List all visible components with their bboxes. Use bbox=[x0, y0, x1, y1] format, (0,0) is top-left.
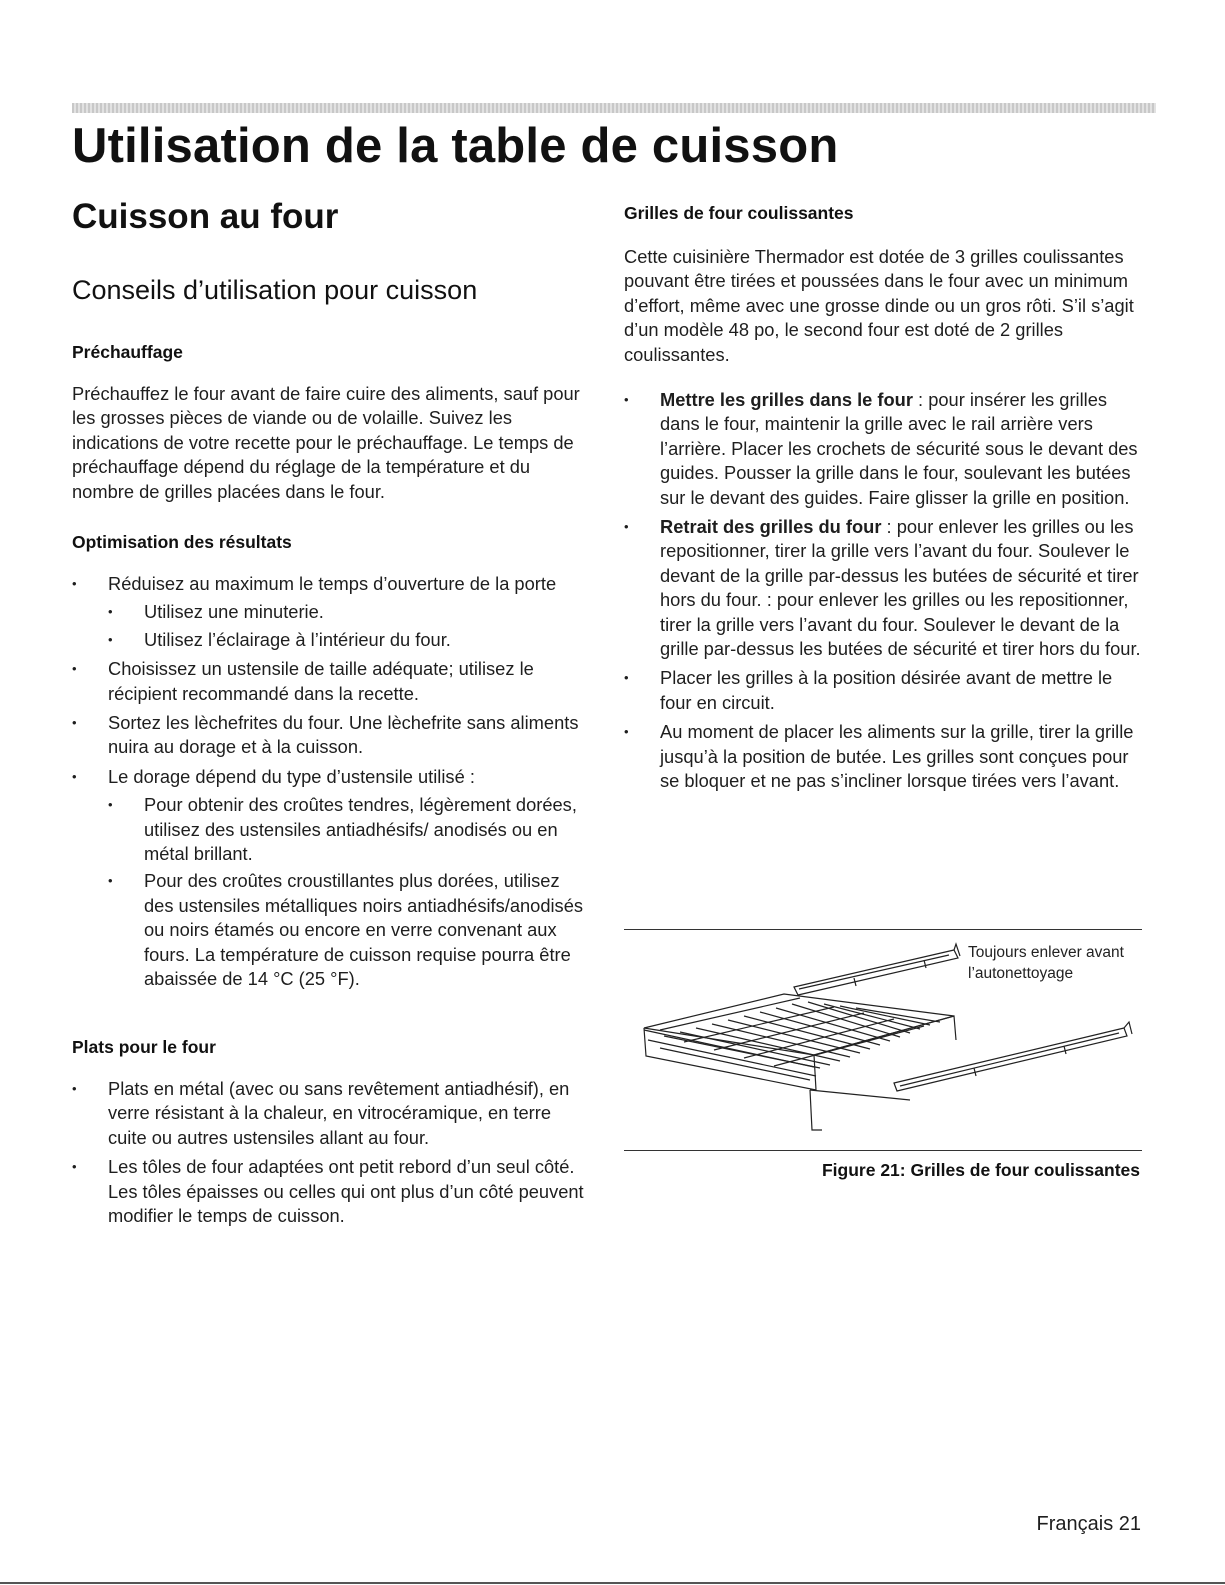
optimization-list bbox=[72, 572, 592, 997]
dishes-heading: Plats pour le four bbox=[72, 1037, 216, 1057]
list-item: • Les tôles de four adaptées ont petit rebord d’un seul côté. Les tôles épaisses ou celles qui ont plus d’un côté peuvent modifier le temps de cuisson. bbox=[72, 1155, 592, 1228]
racks-heading: Grilles de four coulissantes bbox=[624, 203, 854, 223]
optimization-heading: Optimisation des résultats bbox=[72, 532, 292, 552]
sub-list bbox=[108, 600, 592, 652]
list-item: • Utilisez une minuterie. bbox=[108, 600, 592, 624]
racks-list bbox=[624, 388, 1144, 799]
list-item: • Utilisez l’éclairage à l’intérieur du four. bbox=[108, 628, 592, 652]
sub-list bbox=[108, 793, 592, 991]
page-footer: Français 21 bbox=[1036, 1513, 1141, 1535]
bottom-rule bbox=[0, 1582, 1225, 1584]
list-item: • Réduisez au maximum le temps d’ouverture de la porte • Utilisez une minuterie. • Utilisez l’éclairage à l’intérieur du four. bbox=[72, 572, 592, 652]
list-item: • Placer les grilles à la position désirée avant de mettre le four en circuit. bbox=[624, 666, 1144, 715]
list-item: • Au moment de placer les aliments sur la grille, tirer la grille jusqu’à la position de butée. Les grilles sont conçues pour se bloquer et ne pas s’incliner lorsque tirées vers l’avant. bbox=[624, 720, 1144, 793]
list-item: • Le dorage dépend du type d’ustensile utilisé : • Pour obtenir des croûtes tendres, légèrement dorées, utilisez des ustensiles antiadhésifs/ anodisés ou en métal brillant. • Pour des croûtes croustillantes plus dorées, utilisez des ustensiles métalliques noirs antiadhésifs/anodisés ou noirs étamés ou encore en verre convenant aux fours. La température de cuisson requise pourra être abaissée de 14 °C (25 °F). bbox=[72, 765, 592, 992]
page-title: Utilisation de la table de cuisson bbox=[72, 119, 839, 173]
figure-bottom-rule bbox=[624, 1150, 1142, 1151]
title-rule bbox=[72, 103, 1156, 113]
figure-caption: Figure 21: Grilles de four coulissantes bbox=[821, 1160, 1140, 1180]
dishes-list bbox=[72, 1077, 592, 1233]
list-item: • Sortez les lèchefrites du four. Une lèchefrite sans aliments nuira au dorage et à la cuisson. bbox=[72, 711, 592, 760]
subsection-title: Conseils d’utilisation pour cuisson bbox=[72, 275, 478, 305]
list-item: • Choisissez un ustensile de taille adéquate; utilisez le récipient recommandé dans la recette. bbox=[72, 657, 592, 706]
list-item: • Retrait des grilles du four : pour enlever les grilles ou les repositionner, tirer la grille vers l’avant du four. Soulever le devant de la grille par-dessus les butées de sécurité et tirer hors du four. : pour enlever les grilles ou les repositionner, tirer la grille vers l’avant du four. Soulever le devant de la grille par-dessus les butées de sécurité et tirer hors du four. bbox=[624, 515, 1144, 661]
racks-intro: Cette cuisinière Thermador est dotée de 3 grilles coulissantes pouvant être tirées et poussées dans le four avec un minimum d’effort, même avec une grosse dinde ou un gros rôti. S’il s’agit d’un modèle 48 po, le second four est doté de 2 grilles coulissantes. bbox=[624, 246, 1134, 365]
figure-callout: Toujours enlever avant l’autonettoyage bbox=[968, 944, 1124, 982]
preheat-heading: Préchauffage bbox=[72, 342, 183, 362]
preheat-text: Préchauffez le four avant de faire cuire des aliments, sauf pour les grosses pièces de viande ou de volaille. Suivez les indications de votre recette pour le préchauffage. Le temps de préchauffage dépend du réglage de la température et du nombre de grilles placées dans le four. bbox=[72, 383, 580, 502]
list-item: • Plats en métal (avec ou sans revêtement antiadhésif), en verre résistant à la chaleur, en vitrocéramique, en terre cuite ou autres ustensiles allant au four. bbox=[72, 1077, 592, 1150]
section-title: Cuisson au four bbox=[72, 197, 339, 236]
list-item: • Mettre les grilles dans le four : pour insérer les grilles dans le four, maintenir la grille avec le rail arrière vers l’arrière. Placer les crochets de sécurité sous le devant des guides. Pousser la grille dans le four, soulevant les butées sur le devant des guides. Faire glisser la grille en position. bbox=[624, 388, 1144, 510]
list-item: • Pour des croûtes croustillantes plus dorées, utilisez des ustensiles métalliques noirs antiadhésifs/anodisés ou noirs étamés ou encore en verre convenant aux fours. La température de cuisson requise pourra être abaissée de 14 °C (25 °F). bbox=[108, 869, 592, 991]
list-item: • Pour obtenir des croûtes tendres, légèrement dorées, utilisez des ustensiles antiadhésifs/ anodisés ou en métal brillant. bbox=[108, 793, 592, 866]
